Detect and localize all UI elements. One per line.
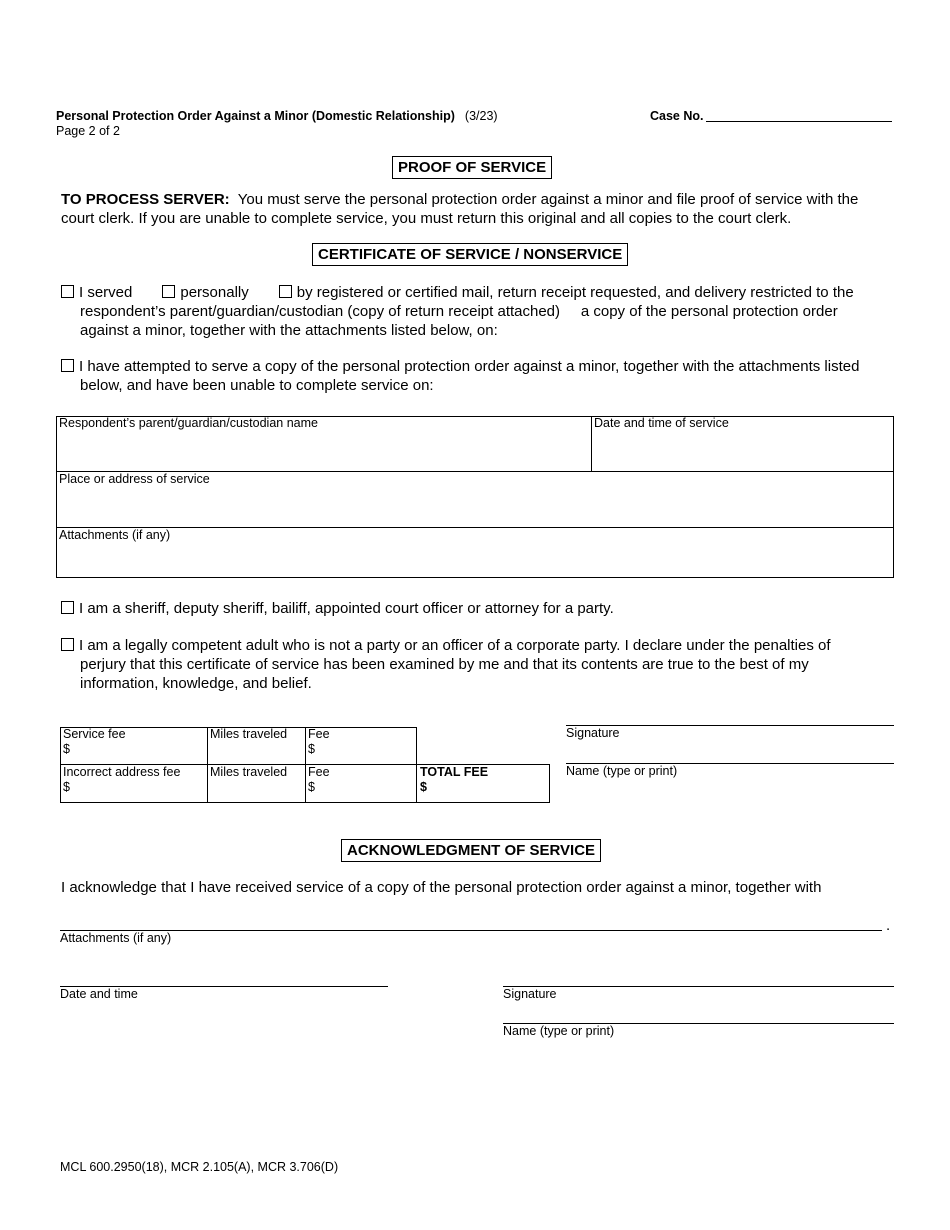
fee-cell-2[interactable] bbox=[308, 765, 330, 795]
service-fee-cell[interactable] bbox=[63, 727, 126, 757]
adult-label-line2: perjury that this certificate of service has been examined by me and that its contents are true to the best of my bbox=[80, 656, 809, 673]
fee-divider bbox=[305, 727, 306, 803]
adult-checkbox[interactable] bbox=[61, 638, 74, 651]
served-label: I served bbox=[79, 284, 133, 301]
served-options bbox=[61, 283, 891, 302]
sheriff-label: I am a sheriff, deputy sheriff, bailiff, appointed court officer or attorney for a party. bbox=[79, 600, 614, 617]
page-number: Page 2 of 2 bbox=[56, 124, 120, 138]
place-of-service-label: Place or address of service bbox=[59, 472, 210, 486]
attempted-option bbox=[61, 357, 896, 376]
respondent-name-label: Respondent’s parent/guardian/custodian name bbox=[59, 416, 318, 430]
personally-checkbox[interactable] bbox=[162, 285, 175, 298]
service-fee-label: Service fee bbox=[63, 727, 126, 741]
adult-option bbox=[61, 636, 896, 655]
adult-label-line1: I am a legally competent adult who is not a party or an officer of a corporate party. I declare under the penalties of bbox=[79, 637, 831, 654]
attachments-label: Attachments (if any) bbox=[59, 528, 171, 542]
attempted-checkbox[interactable] bbox=[61, 359, 74, 372]
fee-cell[interactable] bbox=[308, 727, 330, 757]
incorrect-address-fee-cell[interactable] bbox=[63, 765, 180, 795]
mail-checkbox[interactable] bbox=[279, 285, 292, 298]
fee-label: Fee bbox=[308, 727, 330, 741]
form-revision: (3/23) bbox=[464, 109, 498, 123]
fee-dollar-2: $ bbox=[308, 780, 315, 794]
attachments-field[interactable] bbox=[57, 544, 893, 576]
server-signature-label: Signature bbox=[566, 726, 620, 740]
form-title bbox=[56, 109, 498, 123]
legal-citation: MCL 600.2950(18), MCR 2.105(A), MCR 3.706(D) bbox=[60, 1160, 339, 1174]
fee-dollar: $ bbox=[308, 742, 315, 756]
place-of-service-field[interactable] bbox=[57, 488, 893, 526]
miles-traveled-cell-2[interactable] bbox=[210, 765, 287, 780]
incorrect-address-fee-label: Incorrect address fee bbox=[63, 765, 181, 779]
date-time-of-service-label: Date and time of service bbox=[594, 416, 729, 430]
mail-label-line1: by registered or certified mail, return receipt requested, and delivery restricted to the bbox=[296, 284, 854, 301]
personally-label: personally bbox=[180, 284, 249, 301]
total-fee-dollar: $ bbox=[420, 780, 427, 794]
respondent-name-field[interactable] bbox=[57, 432, 590, 470]
miles-traveled-cell[interactable] bbox=[210, 727, 287, 742]
date-time-of-service-field[interactable] bbox=[593, 432, 893, 470]
sheriff-option bbox=[61, 599, 891, 618]
acknowledgment-attachments-label: Attachments (if any) bbox=[60, 931, 172, 945]
certificate-heading: CERTIFICATE OF SERVICE / NONSERVICE bbox=[312, 243, 628, 266]
attempted-label-line1: I have attempted to serve a copy of the personal protection order against a minor, together with the attachments listed bbox=[79, 358, 860, 375]
process-server-label: TO PROCESS SERVER: bbox=[61, 191, 230, 208]
fee-label-2: Fee bbox=[308, 765, 330, 779]
total-fee-label: TOTAL FEE bbox=[420, 765, 489, 779]
acknowledgment-heading: ACKNOWLEDGMENT OF SERVICE bbox=[341, 839, 601, 862]
fee-divider bbox=[207, 727, 208, 803]
acknowledgment-period: . bbox=[886, 917, 891, 934]
mail-label-line3: against a minor, together with the attachments listed below, on: bbox=[80, 322, 498, 339]
miles-traveled-label: Miles traveled bbox=[210, 727, 288, 741]
acknowledgment-signature-label: Signature bbox=[503, 987, 557, 1001]
fee-divider bbox=[416, 764, 417, 803]
mail-label-line2: respondent’s parent/guardian/custodian (copy of return receipt attached) a copy of the personal protection order bbox=[80, 303, 838, 320]
table-divider bbox=[591, 416, 592, 472]
sheriff-checkbox[interactable] bbox=[61, 601, 74, 614]
table-divider bbox=[56, 527, 894, 528]
total-fee-cell[interactable] bbox=[420, 765, 488, 795]
adult-label-line3: information, knowledge, and belief. bbox=[80, 675, 312, 692]
acknowledgment-text: I acknowledge that I have received service of a copy of the personal protection order against a minor, together with bbox=[61, 879, 822, 896]
miles-traveled-label-2: Miles traveled bbox=[210, 765, 288, 779]
acknowledgment-signature-line[interactable] bbox=[503, 986, 894, 987]
attempted-label-line2: below, and have been unable to complete service on: bbox=[80, 377, 434, 394]
acknowledgment-attachments-line[interactable] bbox=[60, 930, 882, 931]
process-server-instructions bbox=[61, 190, 891, 228]
acknowledgment-name-label: Name (type or print) bbox=[503, 1024, 615, 1038]
proof-of-service-heading: PROOF OF SERVICE bbox=[392, 156, 552, 179]
incorrect-address-fee-dollar: $ bbox=[63, 780, 70, 794]
server-name-label: Name (type or print) bbox=[566, 764, 678, 778]
acknowledgment-date-label: Date and time bbox=[60, 987, 138, 1001]
form-title-text: Personal Protection Order Against a Minor (Domestic Relationship) bbox=[56, 109, 455, 123]
case-number-field[interactable] bbox=[706, 121, 892, 122]
served-checkbox[interactable] bbox=[61, 285, 74, 298]
case-number-label: Case No. bbox=[650, 109, 704, 123]
process-server-text: You must serve the personal protection order against a minor and file proof of service with the court clerk. If you are unable to complete service, you must return this original and all copies to the court clerk. bbox=[61, 191, 859, 227]
service-fee-dollar: $ bbox=[63, 742, 70, 756]
